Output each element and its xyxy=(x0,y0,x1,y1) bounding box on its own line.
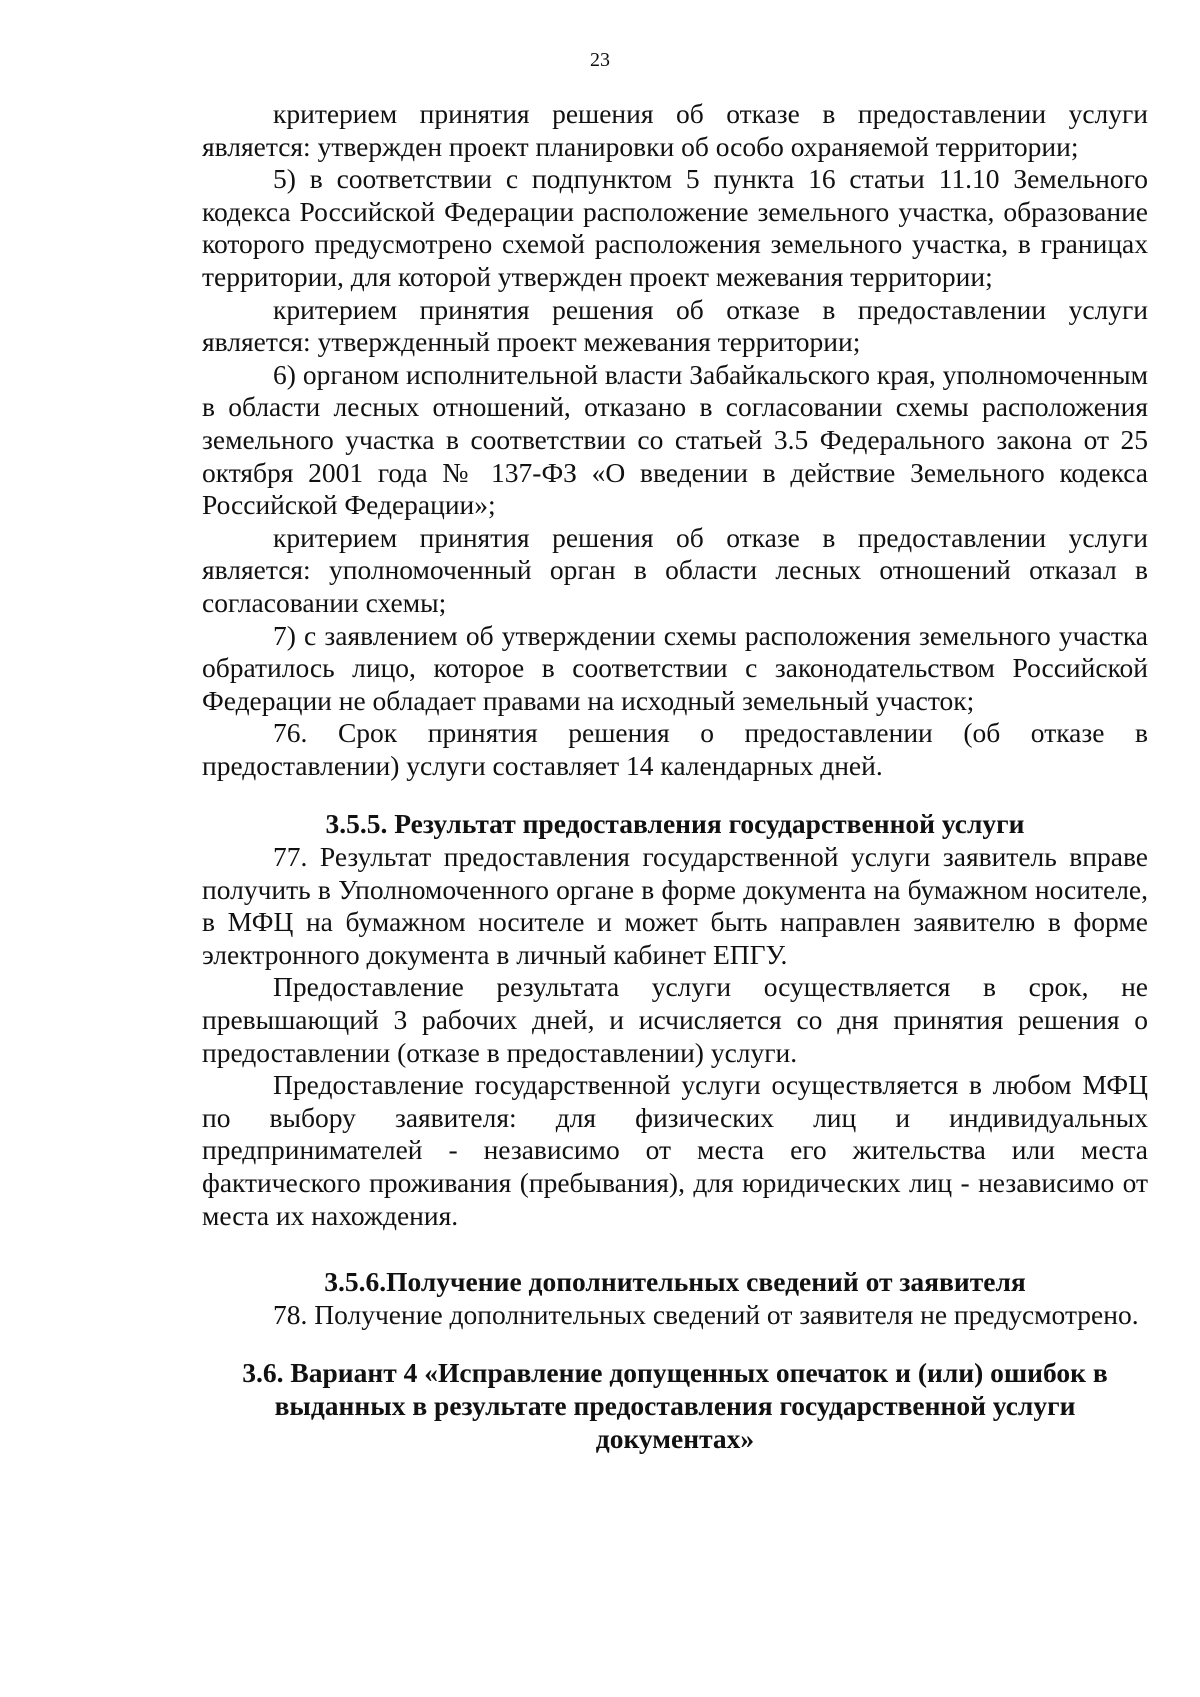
page-number: 23 xyxy=(590,49,610,71)
section-heading-3-5-6: 3.5.6.Получение дополнительных сведений от заявителя xyxy=(324,1266,1026,1298)
paragraph-item-7: 7) с заявлением об утверждении схемы расположения земельного участка обратилось лицо, которое в соответствии с законодательством Российской Федерации не обладает правами на исходный земельный участок; xyxy=(202,619,1148,716)
paragraph-mfc-choice: Предоставление государственной услуги осуществляется в любом МФЦ по выбору заявителя: для физических лиц и индивидуальных предпринимателей - независимо от места его жительства или места фактического проживания (пребывания), для юридических лиц - независимо от места их нахождения. xyxy=(202,1069,1148,1231)
paragraph-criterion-1: критерием принятия решения об отказе в предоставлении услуги является: утвержден проект планировки об особо охраняемой территории; xyxy=(202,98,1148,162)
paragraph-criterion-2: критерием принятия решения об отказе в предоставлении услуги является: утвержденный проект межевания территории; xyxy=(202,293,1148,358)
section-heading-3-5-5: 3.5.5. Результат предоставления государственной услуги xyxy=(325,808,1025,840)
document-body xyxy=(202,98,1148,1455)
paragraph-item-6: 6) органом исполнительной власти Забайкальского края, уполномоченным в области лесных отношений, отказано в согласовании схемы расположения земельного участка в соответствии со статьей 3.5 Федерального закона от 25 октября 2001 года № 137-ФЗ «О введении в действие Земельного кодекса Российской Федерации»; xyxy=(202,358,1148,521)
paragraph-criterion-3: критерием принятия решения об отказе в предоставлении услуги является: уполномоченный орган в области лесных отношений отказал в согласовании схемы; xyxy=(202,521,1148,618)
paragraph-77: 77. Результат предоставления государственной услуги заявитель вправе получить в Уполномоченного органе в форме документа на бумажном носителе, в МФЦ на бумажном носителе и может быть направлен заявителю в форме электронного документа в личный кабинет ЕПГУ. xyxy=(202,841,1148,970)
paragraph-78: 78. Получение дополнительных сведений от заявителя не предусмотрено. xyxy=(273,1298,1139,1330)
section-heading-3-6: 3.6. Вариант 4 «Исправление допущенных опечаток и (или) ошибок в выданных в результате предоставления государственной услуги документах» xyxy=(242,1357,1108,1454)
paragraph-result-term: Предоставление результата услуги осуществляется в срок, не превышающий 3 рабочих дней, и исчисляется со дня принятия решения о предоставлении (отказе в предоставлении) услуги. xyxy=(202,971,1148,1068)
paragraph-item-5: 5) в соответствии с подпунктом 5 пункта 16 статьи 11.10 Земельного кодекса Российской Федерации расположение земельного участка, образование которого предусмотрено схемой расположения земельного участка, в границах территории, для которой утвержден проект межевания территории; xyxy=(202,163,1148,292)
paragraph-76: 76. Срок принятия решения о предоставлении (об отказе в предоставлении) услуги составляет 14 календарных дней. xyxy=(202,717,1148,781)
